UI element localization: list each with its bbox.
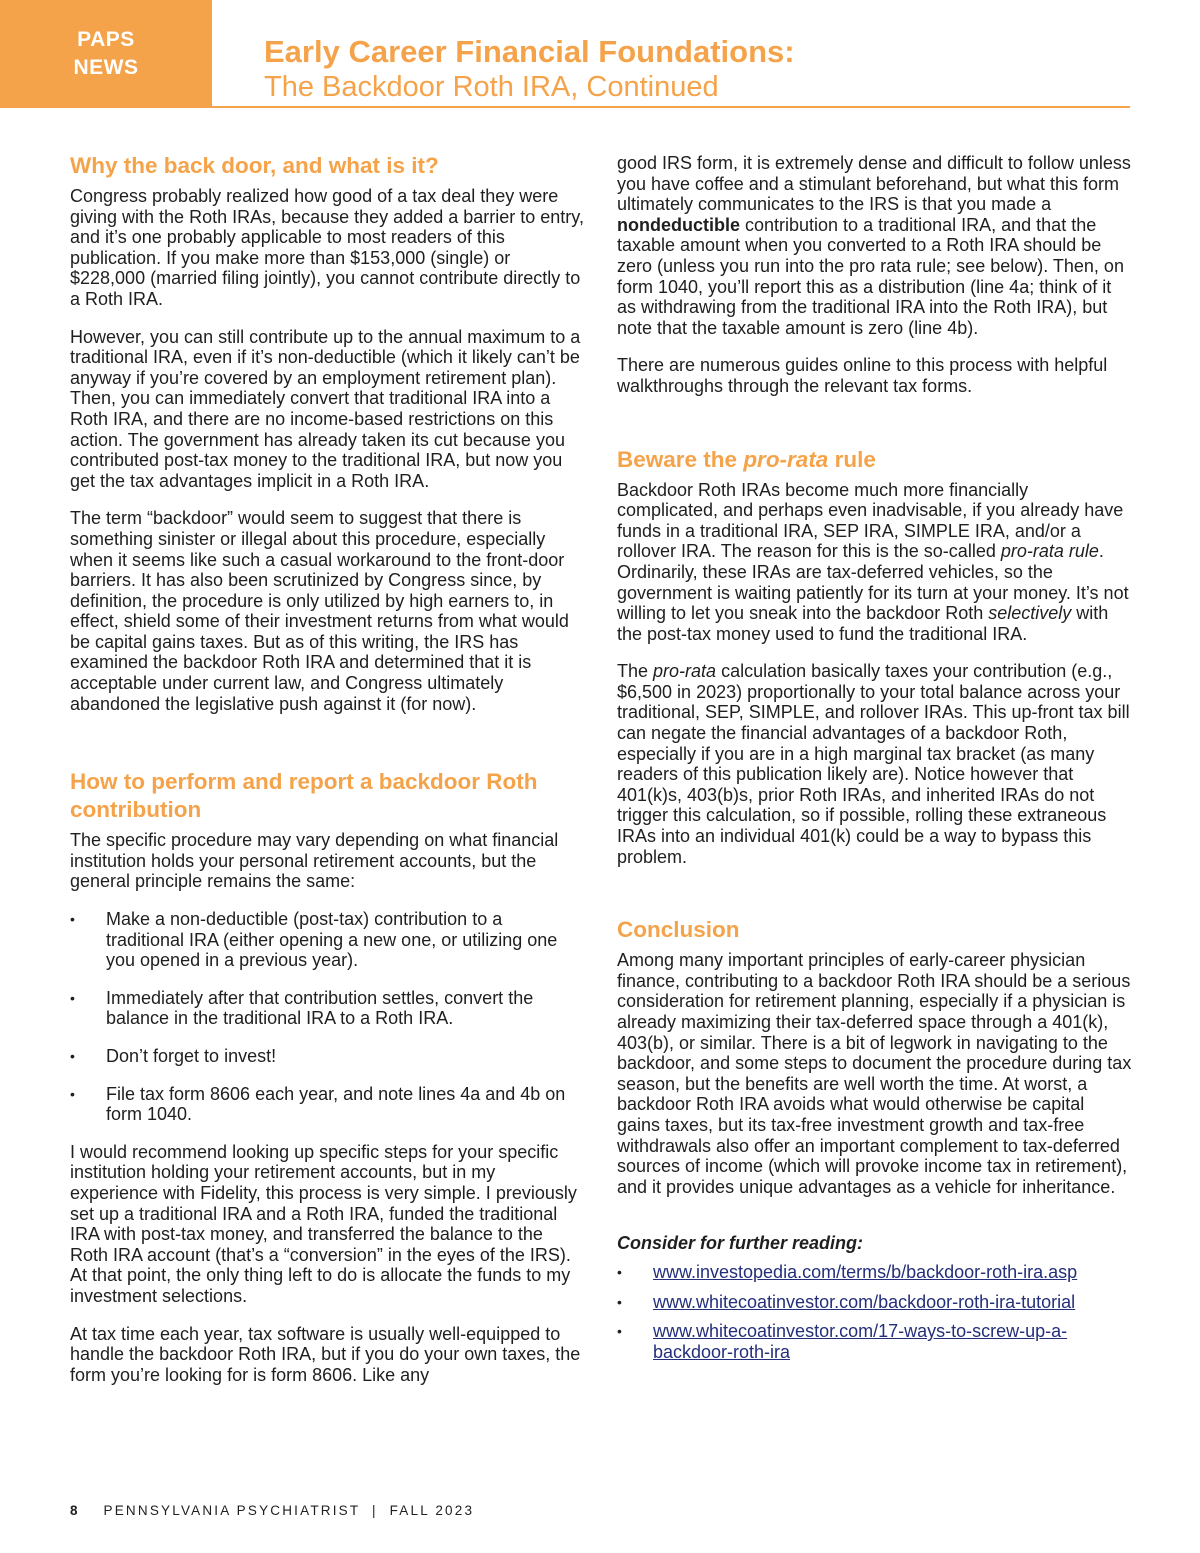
further-reading-list bbox=[617, 1262, 1132, 1362]
paragraph: Among many important principles of early-career physician finance, contributing to a backdoor Roth IRA should be a serious consideration for retirement planning, especially if a physician is already maximizing their tax-deferred space through a 401(k), 403(b), or similar. There is a bit of legwork in navigating to the backdoor, and some steps to document the procedure during tax season, but the benefits are well worth the time. At worst, a backdoor Roth IRA avoids what would otherwise be capital gains taxes, but its tax-free investment growth and tax-free withdrawals also offer an important complement to tax-deferred sources of income (which will provoke income tax in retirement), and it provides unique advantages as a vehicle for inheritance. bbox=[617, 950, 1132, 1197]
list-item: • Immediately after that contribution settles, convert the balance in the traditional IRA to a Roth IRA. bbox=[70, 988, 585, 1029]
section-heading-why: Why the back door, and what is it? bbox=[70, 153, 439, 178]
list-item: • File tax form 8606 each year, and note lines 4a and 4b on form 1040. bbox=[70, 1084, 585, 1125]
article-subtitle: The Backdoor Roth IRA, Continued bbox=[264, 71, 719, 103]
right-column bbox=[617, 153, 1132, 1371]
paragraph: At tax time each year, tax software is usually well-equipped to handle the backdoor Roth IRA, but if you do your own taxes, the form you’re looking for is form 8606. Like any bbox=[70, 1323, 581, 1385]
badge-line-1: PAPS bbox=[77, 28, 135, 51]
paragraph: However, you can still contribute up to the annual maximum to a traditional IRA, even if it’s non-deductible (which it likely can’t be anyway if you’re covered by an employment retirement plan). Then, you can immediately convert that traditional IRA into a Roth IRA, and there are no income-based restrictions on this action. The government has already taken its cut because you contributed post-tax money to the traditional IRA, but now you get the tax advantages implicit in a Roth IRA. bbox=[70, 326, 581, 491]
list-item bbox=[617, 1292, 1132, 1313]
paragraph: Backdoor Roth IRAs become much more financially complicated, and perhaps even inadvisable, if you already have funds in a traditional IRA, SEP IRA, SIMPLE IRA, and/or a rollover IRA. The reason for this is the so-called pro-rata rule. Ordinarily, these IRAs are tax-deferred vehicles, so the government is waiting patiently for its turn at your money. It’s not willing to let you sneak into the backdoor Roth selectively with the post-tax money used to fund the traditional IRA. bbox=[617, 479, 1129, 644]
bold-term: nondeductible bbox=[617, 214, 740, 235]
further-reading-label: Consider for further reading: bbox=[617, 1233, 864, 1254]
investopedia-link[interactable]: www.investopedia.com/terms/b/backdoor-roth-ira.asp bbox=[653, 1261, 1078, 1282]
list-item bbox=[617, 1321, 1132, 1362]
paragraph: The term “backdoor” would seem to suggest that there is something sinister or illegal about this procedure, especially when it seems like such a casual workaround to the front-door barriers. It has also been scrutinized by Congress since, by definition, the procedure is only utilized by high earners to, in effect, shield some of their investment returns from what would be capital gains taxes. But as of this writing, the IRS has examined the backdoor Roth IRA and determined that it is acceptable under current law, and Congress ultimately abandoned the legislative push against it (for now). bbox=[70, 508, 569, 714]
paragraph: The pro-rata calculation basically taxes your contribution (e.g., $6,500 in 2023) proportionally to your total balance across your traditional, SEP, SIMPLE, and rollover IRAs. This up-front tax bill can negate the financial advantages of a backdoor Roth, especially if you are in a high marginal tax bracket (as many readers of this publication likely are). Notice however that 401(k)s, 403(b)s, prior Roth IRAs, and inherited IRAs do not trigger this calculation, so if possible, rolling these extraneous IRAs into an individual 401(k) could be a way to bypass this problem. bbox=[617, 661, 1130, 867]
paragraph-continued: good IRS form, it is extremely dense and difficult to follow unless you have coffee and a stimulant beforehand, but what this form ultimately communicates to the IRS is that you made a nondeductible contribution to a traditional IRA, and that the taxable amount when you converted to a Roth IRA should be zero (unless you run into the pro rata rule; see below). Then, on form 1040, you’ll report this as a distribution (line 4a; think of it as withdrawing from the traditional IRA into the Roth IRA), but note that the taxable amount is zero (line 4b). bbox=[617, 153, 1131, 338]
list-item bbox=[617, 1262, 1132, 1283]
section-heading-conclusion: Conclusion bbox=[617, 917, 740, 943]
header-divider bbox=[212, 106, 1130, 108]
whitecoat-tutorial-link[interactable]: www.whitecoatinvestor.com/backdoor-roth-ira-tutorial bbox=[653, 1291, 1076, 1312]
list-item: • Don’t forget to invest! bbox=[70, 1046, 585, 1067]
section-heading-how: How to perform and report a backdoor Roth contribution bbox=[70, 769, 538, 823]
publication-name: PENNSYLVANIA PSYCHIATRIST | FALL 2023 bbox=[103, 1503, 475, 1518]
badge-line-2: NEWS bbox=[73, 56, 139, 79]
article-title: Early Career Financial Foundations: bbox=[264, 34, 795, 69]
paragraph: The specific procedure may vary depending on what financial institution holds your personal retirement accounts, but the general principle remains the same: bbox=[70, 830, 559, 892]
section-heading-pro-rata: Beware the pro-rata rule bbox=[617, 446, 876, 472]
page-footer bbox=[70, 1503, 474, 1518]
paragraph: There are numerous guides online to this process with helpful walkthroughs through the relevant tax forms. bbox=[617, 355, 1108, 396]
left-column bbox=[70, 152, 585, 1402]
paragraph: I would recommend looking up specific steps for your specific institution holding your retirement accounts, but in my experience with Fidelity, this process is very simple. I previously set up a traditional IRA and a Roth IRA, funded the traditional IRA with post-tax money, and transferred the balance to the Roth IRA account (that’s a “conversion” in the eyes of the IRS). At that point, the only thing left to do is allocate the funds to my investment selections. bbox=[70, 1141, 577, 1306]
page-number: 8 bbox=[70, 1503, 78, 1518]
procedure-list bbox=[70, 909, 585, 1125]
whitecoat-17-ways-link[interactable]: www.whitecoatinvestor.com/17-ways-to-screw-up-a-backdoor-roth-ira bbox=[653, 1321, 1068, 1362]
paragraph: Congress probably realized how good of a tax deal they were giving with the Roth IRAs, because they added a barrier to entry, and it’s one probably applicable to most readers of this publication. If you make more than $153,000 (single) or $228,000 (married filing jointly), you cannot contribute directly to a Roth IRA. bbox=[70, 186, 584, 309]
list-item: • Make a non-deductible (post-tax) contribution to a traditional IRA (either opening a new one, or utilizing one you opened in a previous year). bbox=[70, 909, 585, 971]
paps-news-badge bbox=[0, 0, 212, 108]
